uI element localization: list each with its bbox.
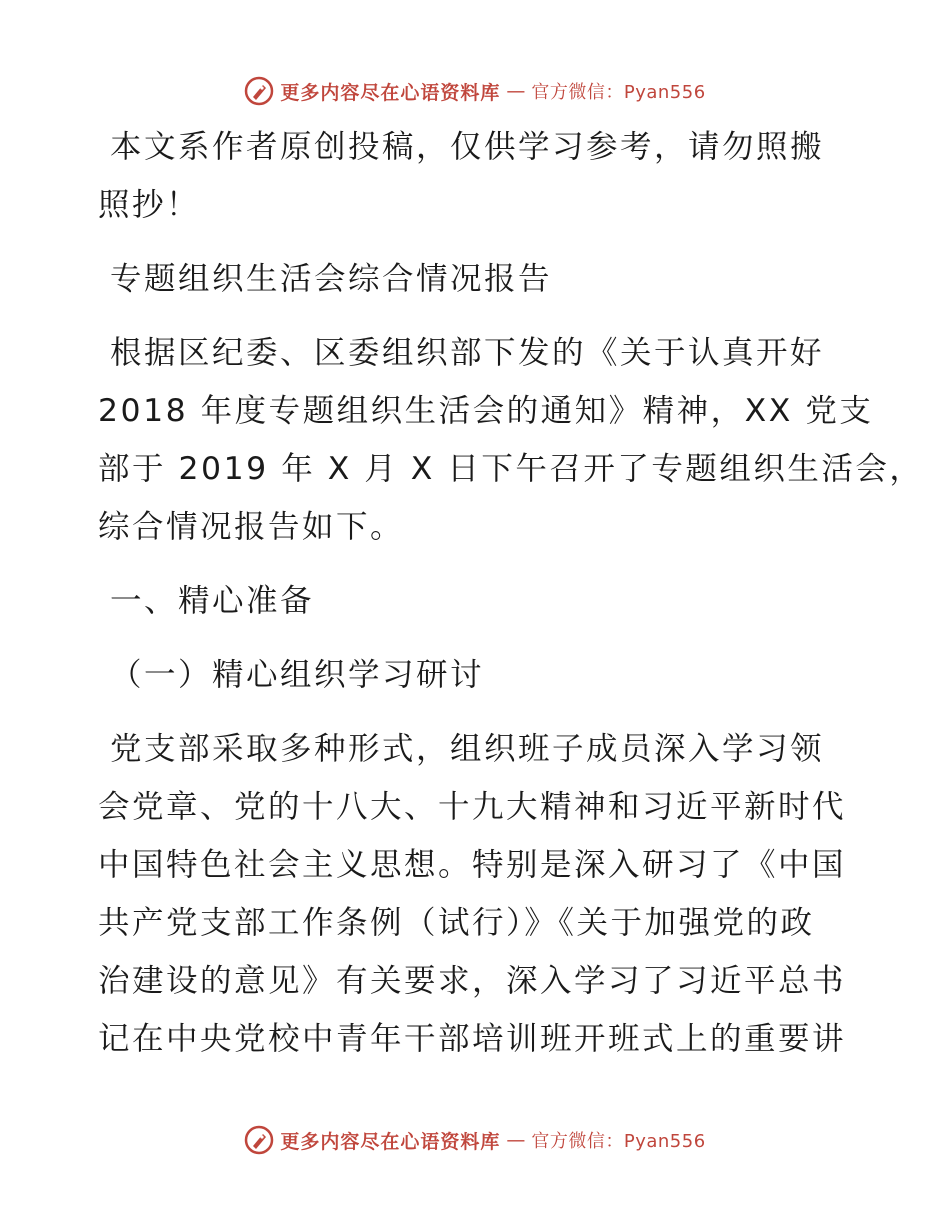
- intro-line-2: 2018 年度专题组织生活会的通知》精神，XX 党支: [98, 393, 874, 429]
- watermark-contact: 官方微信：Pyan556: [531, 82, 706, 103]
- disclaimer-paragraph: [98, 118, 858, 234]
- section-heading-text: 一、精心准备: [110, 583, 315, 619]
- intro-paragraph: [98, 324, 924, 556]
- watermark-site-text: 更多内容尽在心语资料库: [280, 81, 501, 104]
- body-line-2: 会党章、党的十八大、十九大精神和习近平新时代: [98, 789, 847, 825]
- body-line-4: 共产党支部工作条例（试行）》《关于加强党的政: [98, 905, 815, 941]
- body-line-5: 治建设的意见》有关要求，深入学习了习近平总书: [98, 963, 847, 999]
- document-title-text: 专题组织生活会综合情况报告: [110, 261, 553, 297]
- body-line-3: 中国特色社会主义思想。特别是深入研习了《中国: [98, 847, 847, 883]
- pen-nib-logo-icon: [244, 1125, 274, 1155]
- section-heading: [98, 572, 858, 630]
- disclaimer-line-1: 本文系作者原创投稿，仅供学习参考，请勿照搬: [110, 129, 825, 165]
- body-paragraph: [98, 720, 858, 1068]
- body-line-1: 党支部采取多种形式，组织班子成员深入学习领: [110, 731, 825, 767]
- watermark-separator: —: [506, 1129, 526, 1151]
- document-body: [98, 118, 924, 1086]
- watermark-separator: —: [506, 80, 526, 102]
- watermark-site-text: 更多内容尽在心语资料库: [280, 1130, 501, 1153]
- intro-line-4: 综合情况报告如下。: [98, 509, 405, 545]
- watermark-contact: 官方微信：Pyan556: [531, 1131, 706, 1152]
- body-line-6: 记在中央党校中青年干部培训班开班式上的重要讲: [98, 1021, 847, 1057]
- footer-watermark: [0, 1123, 950, 1157]
- pen-nib-logo-icon: [244, 76, 274, 106]
- intro-line-3: 部于 2019 年 X 月 X 日下午召开了专题组织生活会，: [98, 451, 924, 487]
- subsection-heading-text: （一）精心组织学习研讨: [110, 657, 485, 693]
- document-title: [98, 250, 858, 308]
- disclaimer-line-2: 照抄！: [98, 187, 201, 223]
- header-watermark: [0, 74, 950, 108]
- intro-line-1: 根据区纪委、区委组织部下发的《关于认真开好: [110, 335, 825, 371]
- subsection-heading: [98, 646, 858, 704]
